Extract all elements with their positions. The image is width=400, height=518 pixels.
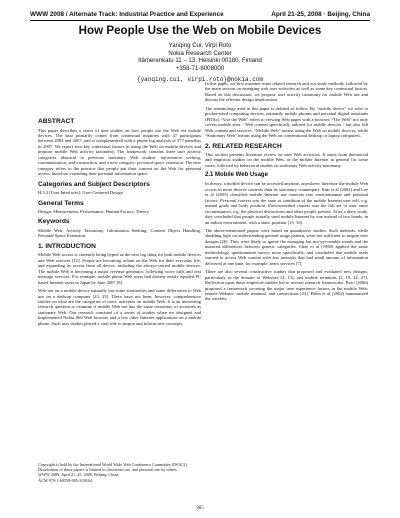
page-number: 905 [196, 506, 204, 511]
related-research-paragraph: This section presents literature review on user Web activities. It starts from theoretical and empirical studies on the mobile Web, or the mobile Internet in general for some cases, followed by behavioral studies on stationary Web activity taxonomy. [205, 152, 368, 168]
intro-continued-paragraph-1: In this paper, we first examine some related research and our study methods, followed by the main section on emerging web user activities as well as some key contextual factors. Based on this discussion, we propose user activity taxonomy for mobile Web use and discuss the relevant design implications. [205, 81, 368, 103]
keywords-heading: Keywords [38, 218, 70, 226]
related-research-heading: 2. RELATED RESEARCH [205, 142, 282, 150]
header-date: April 21-25, 2008 · Beijing, China [271, 11, 370, 18]
mobile-web-usage-paragraph-2: The above-mentioned papers were based on quantitative studies. Such methods, while shedding light on understanding general usage pattern, were not sufficient to inspire new designs [26]. They were likely to ignore the emerging but not-yet-notable trends and the nuanced differences between generic categories. Chae et al (1998) applied the same methodology, questionnaire survey more specifically, and concluded that mobile users wanted to access Web content with few intensity that had small amount of information delivered at one time, for example, news services [7]. [205, 228, 368, 266]
categories-text: H.5.2 [User Interfaces]: User-Centered Design [38, 190, 123, 196]
right-column [205, 81, 368, 302]
header-track: WWW 2008 / Alternate Track: Industrial Practice and Experience [30, 11, 224, 18]
author-email: {yanqing.cui, virpi.roto}@nokia.com [136, 76, 264, 84]
general-terms-text: Design, Measurement, Performance, Human Factors, Theory. [38, 209, 150, 215]
abstract-heading: ABSTRACT [38, 118, 75, 125]
terminology-paragraph: The terminology used in this paper is defined as follow. By “mobile device” we refer to pocket-sized computing devices, primarily mobile phones and personal digital assistants (PDAs). “Use the Web” refers to viewing Web pages with a browser. “The Web” not only covers mobile sites - Web content specifically tailored for mobile devices - but also full Web content and services. “Mobile Web” means using the Web on mobile devices, while “Stationary Web” means using the Web on conventional desktop or laptop computers. [205, 105, 368, 139]
mobile-web-usage-paragraph-1: In theory, a mobile device can be accessed anytime, anywhere; therefore the mobile Web occurs in more diverse contexts than its stationary counterpart. Kim et al (2002) and Lee et al (2005) classified mobile Internet use contexts into environmental and personal factors. Personal context was the state or condition of the mobile Internet user self, e.g. mental goals and body position. Environmental context was the full set of user outer circumstances, e.g. the physical distractions and other people present. After a diary study, they concluded that people actually used mobile Internet by one instead of two hands, in an indoor environment, with a static position [15, 16]. [205, 181, 369, 225]
keywords-text: Mobile Web, Activity Taxonomy, Information Seeking, Content Object Handling, Personal Space Extension. [38, 227, 201, 239]
copyright-notice: Copyright is held by the International World Wide Web Conference Committee (IW3C2). Distribution of these papers is limited to classroom use, and personal use by others. WWW 2008, April 21–25, 2008, Beijing, China. ACM 978-1-60558-085-2/08/04. [38, 462, 188, 483]
running-header [30, 11, 370, 18]
author-address: Itämerenkatu 11 – 13, Helsinki 00180, Finland [138, 57, 262, 65]
author-block [0, 42, 400, 84]
mobile-web-usage-heading: 2.1 Mobile Web Usage [205, 172, 268, 179]
mobile-web-usage-paragraph-3: There are also several constructive studies that proposed and evaluated new designs, particularly in the domain of Websites [4, 13], and mobile terminals [2, 19, 24, 27]. Reflection upon these empirical studies led to several research frameworks. Roto (2006) proposed a framework covering the major user experience factors in the mobile Web: remote Website, mobile terminal, and connections [23]. Palen et al (2002) summarized the wireless [205, 269, 368, 302]
general-terms-heading: General Terms [38, 199, 84, 207]
left-column [38, 114, 201, 326]
author-org: Nokia Research Center [168, 49, 232, 57]
header-rule [30, 20, 370, 21]
introduction-paragraph-1: Mobile Web access is currently being hyped as the next big thing for both mobile devices and Web services [12]. People are becoming reliant on the Web for their everyday life, and expanding its access from all device, including the always-carried mobile devices. The mobile Web is becoming a major revenue generator, following voice calls and text message services. For example, mobile phone Web users had already nearly equaled PC based Internet users in Japan by June 2007 [8]. [38, 252, 201, 285]
author-names: Yanqing Cui, Virpi Roto [168, 42, 232, 49]
introduction-paragraph-2: Web use on a mobile device naturally has some similarities and some differences to Web use on a desktop computer [23, 25]. There have not been, however, comprehensive studies on what are the categories of users' activities on mobile Web. It is an interesting research question to examine if mobile Web use has the same taxonomy of activities as stationary Web. Our research consisted of a series of studies when we designed and implemented Nokia S60 Web browser and a few other Internet applications on a mobile phone. Such user studies played a vital role to inspire and inform new concepts. [38, 288, 201, 326]
paper-title: How People Use the Web on Mobile Devices [78, 24, 322, 37]
abstract-text: This paper describes a series of user studies on how people use the Web via mobile devices. The data primarily comes from contextual inquiries with 47 participants between 2004 and 2007, and is complemented with a phone log analysis of 577 panelists in 2007. We report four key contextual factors in using the Web on mobile devices and propose mobile Web activity taxonomy. The framework contains three user activity categories identical to previous stationary Web studies: information seeking, communication, and transaction, and a new category: personal space extension. The new category refers to the practice that people put their content on the Web for personal access, therefore extending their personal information space. [38, 127, 201, 177]
introduction-heading: 1. INTRODUCTION [38, 242, 96, 250]
author-phone: +358-71-8008000 [175, 64, 225, 72]
categories-heading: Categories and Subject Descriptors [38, 180, 150, 188]
